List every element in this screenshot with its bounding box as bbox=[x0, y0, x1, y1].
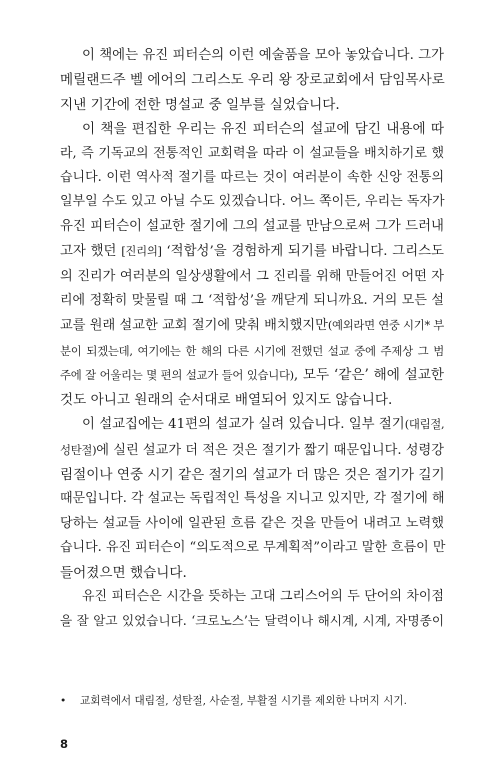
text-line: 일부일 수도 있고 아닐 수도 있겠습니다. 어느 쪽이든, 우리는 독자가 bbox=[60, 194, 445, 210]
text-line: 습니다. 이런 역사적 절기를 따르는 것이 여러분이 속한 신앙 전통의 bbox=[60, 170, 444, 186]
text-line: 유진 피터슨은 시간을 뜻하는 고대 그리스어의 두 단어의 차이점 bbox=[82, 588, 444, 604]
text-line bbox=[60, 239, 444, 264]
footnote-text: 교회력에서 대림절, 성탄절, 사순절, 부활절 시기를 제외한 나머지 시기. bbox=[80, 695, 407, 707]
text-line: 리에 정확히 맞물릴 때 그 ‘적합성’을 깨닫게 되니까요. 거의 모든 설 bbox=[60, 293, 444, 309]
paragraph-3 bbox=[60, 412, 444, 585]
text-run: 교를 원래 설교한 교회 절기에 맞춰 배치했지만 bbox=[60, 318, 328, 334]
parenthetical-note: (예외라면 연중 시기* 부 bbox=[327, 318, 444, 333]
parenthetical-note: 주에 잘 어울리는 몇 편의 설교가 들어 있습니다) bbox=[60, 368, 294, 383]
text-line: 습니다. 유진 피터슨이 “의도적으로 무계획적”이라고 말한 흐름이 만 bbox=[60, 540, 446, 556]
text-line: 라, 즉 기독교의 전통적인 교회력을 따라 이 설교들을 배치하기로 했 bbox=[60, 145, 444, 161]
text-run: ‘적합성’을 경험하게 되기를 바랍니다. 그리스도 bbox=[161, 244, 444, 260]
text-line: 때문입니다. 각 설교는 독립적인 특성을 지니고 있지만, 각 절기에 해 bbox=[60, 491, 445, 507]
page-number: 8 bbox=[60, 737, 69, 751]
text-line: 림절이나 연중 시기 같은 절기의 설교가 더 많은 것은 절기가 길기 bbox=[60, 466, 445, 483]
text-line: 이 책을 편집한 우리는 유진 피터슨의 설교에 담긴 내용에 따 bbox=[82, 121, 444, 138]
text-line bbox=[60, 363, 444, 387]
text-line bbox=[60, 412, 444, 437]
text-line: 의 진리가 여러분의 일상생활에서 그 진리를 위해 만들어진 어떤 자 bbox=[60, 268, 444, 284]
paragraph-4 bbox=[60, 585, 444, 634]
text-run: 고자 했던 bbox=[60, 244, 122, 260]
text-line: 들어졌으면 했습니다. bbox=[60, 564, 187, 581]
text-run: 이 설교집에는 41편의 설교가 실려 있습니다. 일부 절기 bbox=[82, 417, 405, 433]
text-line: 을 잘 알고 있었습니다. ‘크로노스’는 달력이나 해시계, 시계, 자명종이 bbox=[60, 613, 444, 629]
parenthetical-note: (대림절, bbox=[404, 417, 445, 432]
text-run: 에 실린 설교가 더 적은 것은 절기가 짧기 때문입니다. 성령강 bbox=[96, 442, 444, 458]
text-line bbox=[60, 438, 444, 463]
text-line: 이 책에는 유진 피터슨의 이런 예술품을 모아 놓았습니다. 그가 bbox=[82, 48, 444, 63]
bracket-note: [진리의] bbox=[121, 244, 162, 259]
text-line: 유진 피터슨이 설교한 절기에 그의 설교를 만남으로써 그가 드러내 bbox=[60, 218, 444, 234]
text-line bbox=[60, 313, 444, 338]
text-line: 것도 아니고 원래의 순서대로 배열되어 있지도 않습니다. bbox=[60, 391, 393, 408]
parenthetical-note: 성탄절) bbox=[60, 442, 97, 457]
text-line: 메릴랜드주 벨 에어의 그리스도 우리 왕 장로교회에서 담임목사로 bbox=[60, 72, 445, 89]
parenthetical-note-line: 분이 되겠는데, 여기에는 한 해의 다른 시기에 전했던 설교 중에 주제상 그 범 bbox=[60, 343, 445, 358]
footnote bbox=[60, 693, 444, 709]
text-run: , 모두 ‘같은’ 해에 설교한 bbox=[293, 367, 444, 384]
text-line: 지낸 기간에 전한 명설교 중 일부를 실었습니다. bbox=[60, 96, 340, 113]
text-line: 당하는 설교들 사이에 일관된 흐름 같은 것을 만들어 내려고 노력했 bbox=[60, 515, 444, 531]
footnote-marker: • bbox=[60, 695, 67, 707]
paragraph-2 bbox=[60, 117, 444, 412]
paragraph-1 bbox=[60, 44, 444, 117]
body-text bbox=[60, 44, 444, 634]
